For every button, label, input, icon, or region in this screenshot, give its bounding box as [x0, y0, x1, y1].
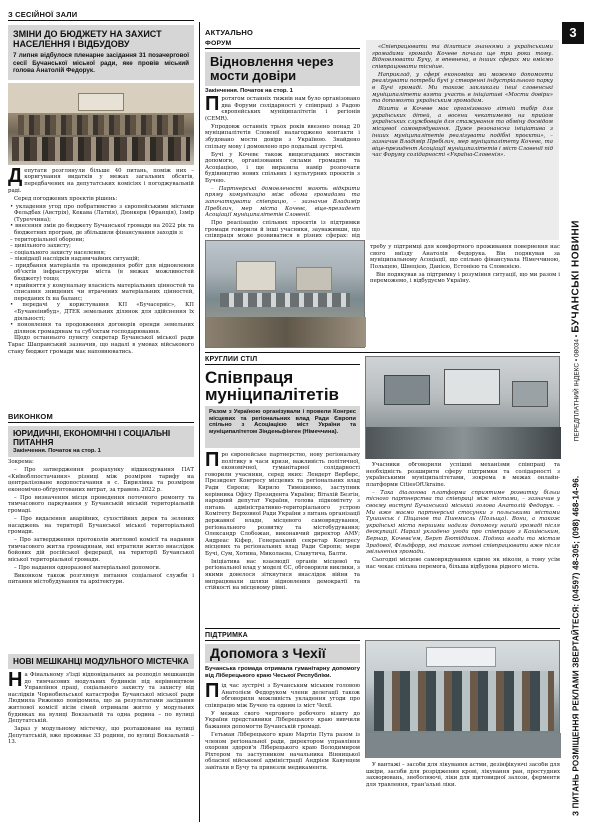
budget-p1: епутати розглянули більше 40 питань, поміж них – коригування видатків у межах загальних обсягів, передбачених на депутатських комісіях і погоджувальній раді. — [8, 167, 194, 194]
rubric-session: З СЕСІЙНОЇ ЗАЛИ — [8, 10, 194, 21]
help-p2: У межах свого чергового робочого візиту до України представники Ліберецького краю вивчили бажання допомогти Бучанській громаді. — [205, 710, 360, 730]
vykonkom-item: – Про затвердження розрахунку відшкодування ПАТ «Київоблпостачання» різниці між розміром тарифу на централізоване водопостачання в с. Бирилівка та розміром економічно-обґрунтованих витрат, за травень 2022 р. — [8, 466, 194, 493]
help-p3: Гетьман Ліберецького краю Мартін Пута разом із членом регіональної ради, директором управління охорони здоров'я Ліберецького краю Володимиром Ріхтером та заступником начальника Вінницької обласної військової адміністрації Андрієм Кавунцем завітали в Бучу та привезли медикаменти. — [205, 731, 360, 771]
help-title: Допомога з Чехії — [210, 645, 326, 661]
vykonkom-outro: Виконком також розглянув питання соціальної служби і питання містобудування та архітектури. — [8, 572, 194, 586]
vykonkom-item: – Про визначення місця проведення поточного ремонту та тимчасового паркування у Бучанській міській територіальній громаді. — [8, 494, 194, 514]
forum-quote-box — [366, 40, 559, 240]
budget-bullet: • уклaдення угод про побратимство з європейськими містами Фельдбах (Австрія), Кекава (Латвія), Дюнкерк (Франція), Ізмір (Туреччина); — [10, 203, 194, 223]
help-p1: ід час зустрічі з Бучанським міським головою Анатолієм Федоруком члени делегації також обговорили можливість укладення угоди про співпрацю між Бучею та одним із міст Чехії. — [205, 683, 360, 709]
cooperation-p5: Сьогодні місцеве самоврядування єдине як ніколи, а тому усім нас чекає спільна перемога, більша відбудова рідного міста. — [366, 557, 560, 570]
cooperation-lead: Разом з Україною організували і провели Конгрес місцевих та регіональних влад Ради Європи спільно з Асоціацією міст України та муніципалітетом Зінденьфінген (Німеччина). — [209, 409, 356, 436]
quote-p4: требу у підтримці для комфортного проживання повернення нас свого виїзду Анатолія Федорука. Він подякував за муніципальному Асоціації, що спільно фінансувала Німеччиною, Польщею, Швецією, Данією, Естонією та Словенією. — [370, 244, 560, 270]
forum-p2: Упродовж останніх трьох років ввезено понад 20 муніципалітетів Словенії налагоджено контакти і збудовано мости довіри з Україною. Знайдено спільну мову і домовлено про подальші зустрічі. — [205, 123, 360, 150]
help-col2 — [366, 762, 560, 820]
budget-bullet: – придбання матеріалів та проведення робіт для відновлення об'єктів інфраструктури міста (в межах можливостей бюджету) тощо; — [10, 262, 194, 283]
forum-title: Відновлення через мости довіри — [210, 54, 334, 83]
cooperation-header — [205, 356, 360, 404]
article-modular: НОВІ МЕШКАНЦІ МОДУЛЬНОГО МІСТЕЧКА На Фінальному з'їзді відповідальних за розподіл мешканців до тимчасових модульних будинків під керівництвом Управління праці, соціального захисту та захисту від наслідків Чорнобильської катастрофи Бучанської міської ради Людмила Риженко повідомила, що за результатами засідання житлової комісії вісім сімей отримали житло у модульних будинках на вулиці Вокзальній та одна родина – по вулиці Депутатській. Зараз у модульному містечку, що розташоване на вулиці Депутатській, вже проживає 33 родини, по вулиці Вокзальній – 13. — [8, 656, 194, 746]
vykonkom-item: – Про видалення аварійних, сухостійних дерев та зелених насаджень на території Бучанської міської територіальної громади. — [8, 515, 194, 536]
side-ads: З ПИТАНЬ РОЗМІЩЕННЯ РЕКЛАМИ ЗВЕРТАЙТЕСЯ: (04597) 48-305; (098) 468-14-96. — [571, 475, 581, 816]
rubric-forum: ФОРУМ — [205, 40, 360, 49]
column-divider — [199, 22, 200, 822]
forum-photo — [205, 240, 365, 348]
article-help: ПІДТРИМКА Допомога з Чехії Бучанська громада отримала гуманітарну допомогу від Ліберецького краю Чеської Республіки. Під час зустрічі з Бучанським міським головою Анатолієм Федоруком члени делегації також обговорили можливість укладення угоди про співпрацю між Бучею та одним із міст Чехії. У межах свого чергового робочого візиту до України представники Ліберецького краю вивчили бажання допомогти Бучанській громаді. Гетьман Ліберецького краю Мартін Пута разом із членом регіональної ради, директором управління охорони здоров'я Ліберецького краю Володимиром Ріхтером та заступником начальника Вінницької обласної військової адміністрації Андрієм Кавунцем завітали в Бучу та привезли медикаменти. — [205, 632, 360, 771]
vykonkom-item: – Про надання одноразової матеріальної допомоги. — [14, 564, 161, 571]
side-index: ПЕРЕДПЛАТНИЙ ІНДЕКС • 08034 • — [573, 334, 581, 442]
budget-bullet: • поновлення та продовження договорів оренди земельних ділянок громадянам та суб'єктам господарювання. — [10, 322, 194, 335]
budget-bullet: – територіальної оборони; — [10, 236, 85, 243]
budget-bullets — [8, 204, 194, 336]
help-p4: У вантажі – засоби для лікування астми, дезінфікуючі засоби для шкіри, засоби для розріджения крові, лікування ран, простудних захворювань, знеболюючі, ліки для щитовидної залози, ферменти для травлення, тран'альні ліки. — [366, 762, 560, 788]
quote-p1: «Співпрацювати та ділитися знаннями з українськими громадами громада Кочеве почала ще три роки тому. Відновлювати Бучу, я впевнена, в інших сферах ми вміємо співпрацювати тісніше. — [372, 44, 553, 70]
cooperation-col2 — [366, 462, 560, 624]
budget-bullet: • передачі у користування КП «Бучасервіс», КП «Бучанеінвбуд», ДТЕК земельних ділянок для здійснення їх діяльності; — [10, 302, 194, 322]
cooperation-p4: – Така діалогова платформа сприятиме розвитку більш тісного партнерства та співпраці між містами, – зазначив у своєму виступі Бучанський міський голова Анатолій Федорук. – Ми вже маємо партнерські стосунки з польськими містами Тушинськ і Піщанов та Пшемисль (Польща). Вони, а також українські міста першими надали допомогу нашій громаді після деокупації. Наразі укладено угоди про співпрацю з Кашівським, Бернар, Кочевє'ем, Бергп Бютіддиом. Подяка влади та містам Зрадової, Фільдфорр, які також готові співпрацювати вже після звільнення громади. — [366, 489, 560, 556]
budget-photo — [8, 83, 194, 165]
cooperation-p2: Ініціатива нас взаємодії органів місцевої та регіональної влад у моделі ЄС, обговорили виклики, з якими довелося зіткнутися внаслідок війни та випрацювали шляхи відновлення демократії та стійкості на місцевому рівні. — [205, 558, 360, 592]
cooperation-p3: Учасники обговорили успішні механізми співпраці та необхідність розширити сферу підтримки та солідарності з українськими муніципалітетами, зокрема в межах онлайн-платформи CitiesOfUkraine. — [366, 462, 560, 488]
forum-p3: Бучі у Кочевє також вищезгаданих мостиків допомоги, організованих силами громадян та Асоціацією, і ще виразила намір розпочати будівництво нових спільних і культурних проєктів з Бучею. — [205, 151, 360, 184]
forum-p1: ротягом останніх тижнів нам було організовано два Форуми солідарності у співпраці з Радою європейських муніципалітетів і регіонів (CEMR). — [205, 96, 360, 122]
help-photo — [365, 640, 560, 758]
budget-lead: 7 липня відбулося пленарне засідання 31 позачергової сесії Бучанської міської ради, яке провів міський голова Анатолій Федорук. — [13, 52, 189, 75]
budget-bullet: – ліквідації наслідків надзвичайних ситуацій; — [10, 256, 140, 263]
rubric-vykonkom: ВИКОНКОМ — [8, 412, 194, 423]
vykonkom-title: ЮРИДИЧНІ, ЕКОНОМІЧНІ І СОЦІАЛЬНІ ПИТАННЯ — [13, 428, 171, 447]
rubric-actual: АКТУАЛЬНО — [205, 28, 254, 37]
modular-p1: а Фінальному з'їзді відповідальних за розподіл мешканців до тимчасових модульних будинків під керівництвом Управління праці, соціального захисту та захисту від наслідків Чорнобильської катастрофи Бучанської міської ради Людмила Риженко повідомила, що за результатами засідання житлової комісії вісім сімей отримали житло у модульних будинках на вулиці Вокзальній та одна родина – по вулиці Депутатській. — [8, 672, 194, 725]
quote-p6: Він подякував за підтримку і розуміння ситуації, що ми разом і переможемо, і відбудуємо Україну. — [370, 271, 560, 285]
section-divider — [205, 352, 560, 353]
forum-p5: Про реалізацію спільних проєктів із підтримки громади говорили й інші учасники, зауваживши, що співпраця може розвиватися в різних сферах: від — [205, 220, 360, 240]
article-vykonkom — [8, 412, 194, 652]
section-divider — [205, 628, 560, 629]
article-forum: ФОРУМ Відновлення через мости довіри Закінчення. Початок на стор. 1 Протягом останніх тижнів нам було організовано два Форуми солідарності у співпраці з Радою європейських муніципалітетів і регіонів (CEMR). Упродовж останніх трьох років ввезено понад 20 муніципалітетів Словенії налагоджено контакти і збудовано мости довіри з Україною. Знайдено спільну мову і домовлено про подальші зустрічі. Бучі у Кочевє також вищезгаданих мостиків допомоги, організованих силами громадян та Асоціацією, і ще виразила намір розпочати будівництво нових спільних і культурних проєктів з Бучею. – Партнерські домовленості мають відкрити пряму комунікацію між обома громадами та започаткувати співпрацю, – зазначив Владимір Пребілич, мер міста Кочевє, віце-президент Асоціації муніципалітетів Словенії. Про реалізацію спільних проєктів із підтримки громади говорили й інші учасники, зауваживши, що співпраця може розвиватися в різних сферах: від — [205, 40, 360, 343]
budget-p3: Щодо останнього пункту секретар Бучанської міської ради Тарас Шаправський зазначив, що надалі в умовах військового стану бюджет громади має наповнюватись. — [8, 335, 194, 355]
forum-p4: – Партнерські домовленості мають відкрити пряму комунікацію між обома громадами та започаткувати співпрацю, – зазначив Владимір Пребілич, мер міста Кочевє, віце-президент Асоціації муніципалітетів Словенії. — [205, 185, 360, 219]
side-paper-name: БУЧАНСЬКІ НОВИНИ — [570, 220, 582, 333]
vykonkom-item: – Про затвердження протоколів житлової комісії та надання тимчасового житла громадянам, які втратили житло внаслідок бойових дій російської федерації, на території Бучанської міської територіальної громади. — [8, 537, 194, 563]
article-budget: ЗМІНИ ДО БЮДЖЕТУ НА ЗАХИСТ НАСЕЛЕННЯ І ВІДБУДОВУ 7 липня відбулося пленарне засідання 31 позачергової сесії Бучанської міської ради, яке провів міський голова Анатолій Федорук. Депутати розглянули більше 40 питань, поміж них – коригування видатків у межах загальних обсягів, передбачених на депутатських комісіях і погоджувальній раді. Серед погоджених проєктів рішень: • уклaдення угод про побратимство з європейськими містами Фельдбах (Австрія), Кекава (Латвія), Дюнкерк (Франція), Ізмір (Туреччина); • внесення змін до бюджету Бучанської громади на 2022 рік та бюджетних програм, де збільшили фінансування заходів з: – територіальної оборони; – цивільного захисту; – соціального захисту населення; – ліквідації наслідків надзвичайних ситуацій; – придбання матеріалів та проведення робіт для відновлення об'єктів інфраструктури міста (в межах можливостей бюджету) тощо; • прийняття у комунальну власність матеріальних цінностей та списання знищених чи втрачених матеріальних цінностей, переданих їх на баланс; • передачі у користування КП «Бучасервіс», КП «Бучанеінвбуд», ДТЕК земельних ділянок для здійснення їх діяльності; • поновлення та продовження договорів оренди земельних ділянок громадянам та суб'єктам господарювання. Щодо останнього пункту секретар Бучанської міської ради Тарас Шаправський зазначив, що надалі в умовах військового стану бюджет громади має наповнюватись. — [8, 25, 194, 407]
quote-p3: Візити в Кочеве має організовано літній табір для українських дітей, а восени чекатимемо на прийом українських службовців для стажування та обміну досвідом місцевої самоврядування. Дуже резонансна ініціатива з інших муніципалітетів реалізувати подібні проєкти», – зазначив Владімір Пребілич, мер муніципалітету Кочевє, та віце-президент Асоціації муніципалітетів і міст Словенії під час Форуму солідарності «Україна-Словенія». — [372, 106, 553, 159]
budget-title: ЗМІНИ ДО БЮДЖЕТУ НА ЗАХИСТ НАСЕЛЕННЯ І ВІДБУДОВУ — [13, 29, 162, 49]
cooperation-p1: ро європейське партнерство, нову регіональну політику в часи кризи, важливість політичної, економічної, гуманітарної солідарності говорили учасники, серед яких: Лендерт Верберс, Президент Конгресу місцевих та регіональних влад Ради Європи; Кирило Тимошенко, заступник керівника Офісу Президента України; Віталій Безгін, народний депутат України, голова підкомітету з питань адміністративно-територіального устрою Комітету Верховної Ради України з питань організації державної влади, місцевого самоврядування, регіонального розвитку та містобудування; Олександр Слобожан, виконавчий директор АМУ; Андреас Кіфер, Генеральний секретар Конгресу місцевих та регіональних влад Ради Європи; мери Бучі, Сум, Хотина, Миколаєва, Славутича, Балти. — [205, 452, 360, 557]
budget-bullet: • внесення змін до бюджету Бучанської громади на 2022 рік та бюджетних програм, де збільшили фінансування заходів з: — [10, 223, 194, 236]
budget-bullet: – соціального захисту населення; — [10, 249, 106, 256]
page-number: 3 — [562, 22, 584, 44]
cooperation-col1: Про європейське партнерство, нову регіональну політику в часи кризи, важливість політичної, економічної, гуманітарної солідарності говорили учасники, серед яких: Лендерт Верберс, Президент Конгресу місцевих та регіональних влад Ради Європи; Кирило Тимошенко, заступник керівника Офісу Президента України; Віталій Безгін, народний депутат України, голова підкомітету з питань адміністративно-територіального устрою Комітету Верховної Ради України з питань організації державної влади, місцевого самоврядування, регіонального розвитку та містобудування; Олександр Слобожан, виконавчий директор АМУ; Андреас Кіфер, Генеральний секретар Конгресу місцевих та регіональних влад Ради Європи; мери Бучі, Сум, Хотина, Миколаєва, Славутича, Балти. Ініціатива нас взаємодії органів місцевої та регіональної влад у моделі ЄС, обговорили виклики, з якими довелося зіткнутися внаслідок війни та випрацювали шляхи відновлення демократії та стійкості на місцевому рівні. — [205, 452, 360, 592]
rubric-roundtable: КРУГЛИЙ СТІЛ — [205, 356, 360, 365]
modular-p2: Зараз у модульному містечку, що розташоване на вулиці Депутатській, вже проживає 33 родини, по вулиці Вокзальній – 13. — [8, 726, 194, 746]
budget-p2: Серед погоджених проєктів рішень: — [14, 195, 118, 202]
rubric-support: ПІДТРИМКА — [205, 632, 360, 641]
vykonkom-cont: Закінчення. Початок на стор. 1 — [13, 448, 101, 454]
help-lead: Бучанська громада отримала гуманітарну допомогу від Ліберецького краю Чеської Республіки. — [205, 666, 360, 679]
vykonkom-intro: Зокрема: — [8, 459, 34, 465]
modular-title: НОВІ МЕШКАНЦІ МОДУЛЬНОГО МІСТЕЧКА — [13, 656, 189, 666]
budget-bullet: – цивільного захисту; — [10, 243, 71, 250]
forum-continuation — [370, 244, 560, 348]
budget-bullet: • прийняття у комунальну власність матеріальних цінностей та списання знищених чи втрачених матеріальних цінностей, переданих їх на баланс; — [10, 282, 194, 302]
side-strip — [566, 52, 586, 820]
cooperation-photo — [365, 356, 560, 459]
cooperation-lead-box — [205, 406, 360, 448]
cooperation-title: Співпраця муніципалітетів — [205, 368, 339, 404]
forum-cont: Закінчення. Початок на стор. 1 — [205, 88, 293, 94]
quote-p2: Наприклад, у сфері економіки ми можемо допомогти реалізувати потреби бучі у створенні індустріального парку в Бучі громаді. Ми також закликали інші словенські муніципалітети взяти участь в ініціативі «Мости довіри» та допомогти українським громадам. — [372, 71, 553, 105]
